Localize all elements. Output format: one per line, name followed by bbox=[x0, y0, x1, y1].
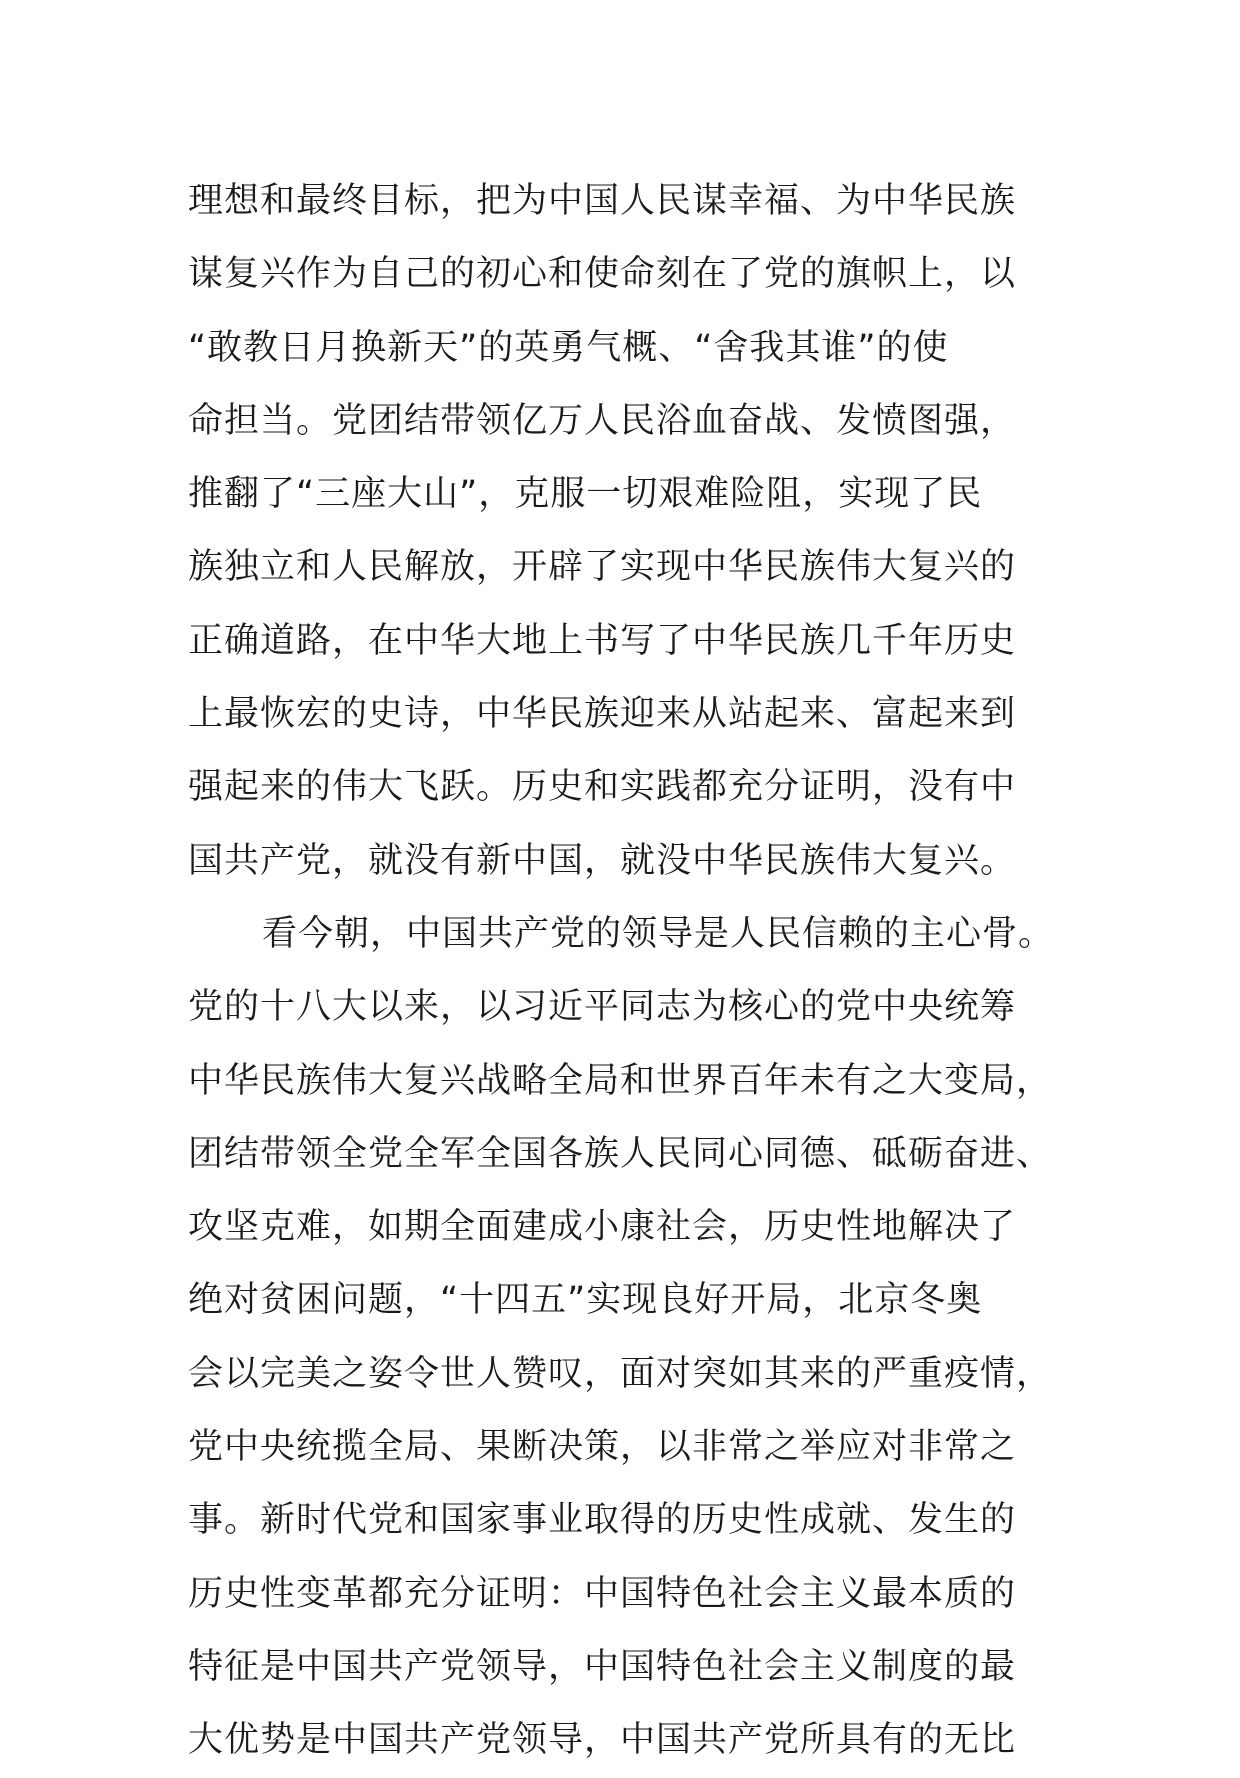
text-line-19: 事。新时代党和国家事业取得的历史性成就、发生的 bbox=[188, 1500, 1017, 1541]
text-line-9: 强起来的伟大飞跃。历史和实践都充分证明，没有中 bbox=[188, 767, 1017, 808]
text-line-12: 党的十八大以来，以习近平同志为核心的党中央统筹 bbox=[188, 987, 1017, 1028]
text-line-16: 绝对贫困问题，“十四五”实现良好开局，北京冬奥 bbox=[188, 1280, 983, 1321]
text-line-22: 大优势是中国共产党领导，中国共产党所具有的无比 bbox=[188, 1720, 1017, 1761]
text-line-5: 推翻了“三座大山”，克服一切艰难险阻，实现了民 bbox=[188, 474, 983, 515]
text-line-18: 党中央统揽全局、果断决策，以非常之举应对非常之 bbox=[188, 1427, 1017, 1468]
text-line-10: 国共产党，就没有新中国，就没中华民族伟大复兴。 bbox=[188, 840, 1017, 881]
text-line-8: 上最恢宏的史诗，中华民族迎来从站起来、富起来到 bbox=[188, 694, 1017, 735]
text-line-7: 正确道路，在中华大地上书写了中华民族几千年历史 bbox=[188, 620, 1017, 661]
text-line-14: 团结带领全党全军全国各族人民同心同德、砥砺奋进、 bbox=[188, 1133, 1053, 1174]
text-line-21: 特征是中国共产党领导，中国特色社会主义制度的最 bbox=[188, 1646, 1017, 1687]
body-text bbox=[188, 165, 1068, 1778]
text-line-20: 历史性变革都充分证明：中国特色社会主义最本质的 bbox=[188, 1573, 1017, 1614]
text-line-3: “敢教日月换新天”的英勇气概、“舍我其谁”的使 bbox=[188, 327, 949, 368]
text-line-13: 中华民族伟大复兴战略全局和世界百年未有之大变局， bbox=[188, 1060, 1053, 1101]
text-line-15: 攻坚克难，如期全面建成小康社会，历史性地解决了 bbox=[188, 1207, 1017, 1248]
text-line-4: 命担当。党团结带领亿万人民浴血奋战、发愤图强， bbox=[188, 400, 1017, 441]
text-line-6: 族独立和人民解放，开辟了实现中华民族伟大复兴的 bbox=[188, 547, 1017, 588]
text-line-17: 会以完美之姿令世人赞叹，面对突如其来的严重疫情， bbox=[188, 1353, 1053, 1394]
text-line-1: 理想和最终目标，把为中国人民谋幸福、为中华民族 bbox=[188, 181, 1017, 221]
text-line-2: 谋复兴作为自己的初心和使命刻在了党的旗帜上，以 bbox=[188, 254, 1017, 295]
paragraph-start-line: 看今朝，中国共产党的领导是人民信赖的主心骨。 bbox=[262, 913, 1055, 954]
